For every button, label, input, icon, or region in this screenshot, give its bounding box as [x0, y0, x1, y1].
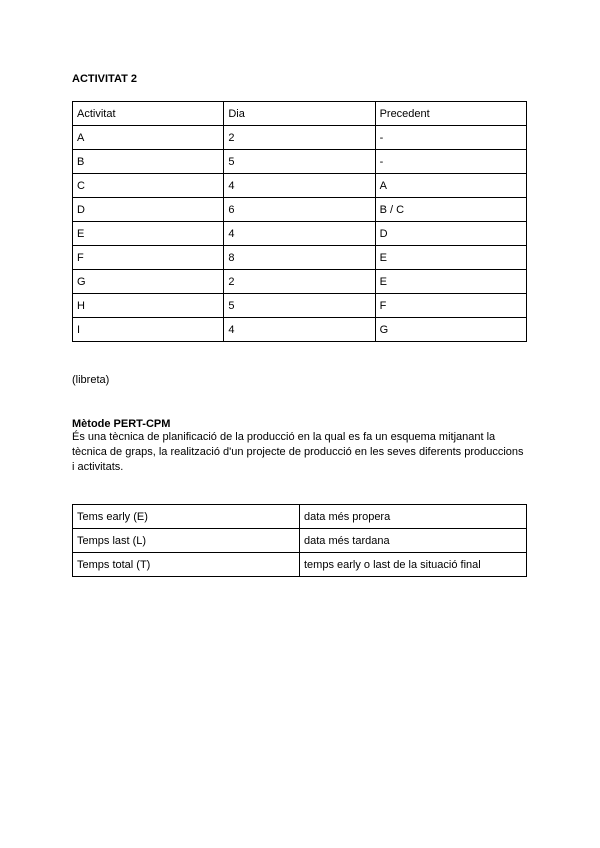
cell-activitat: A [73, 126, 224, 150]
cell-precedent: D [375, 222, 526, 246]
column-header-activitat: Activitat [73, 102, 224, 126]
note-text: (libreta) [72, 374, 110, 386]
table-row [73, 246, 527, 270]
cell-dia: 2 [224, 270, 375, 294]
cell-precedent: - [375, 150, 526, 174]
cell-dia: 6 [224, 198, 375, 222]
table-row [73, 529, 527, 553]
cell-precedent: E [375, 246, 526, 270]
cell-precedent: B / C [375, 198, 526, 222]
cell-activitat: E [73, 222, 224, 246]
table-row [73, 318, 527, 342]
table-row [73, 198, 527, 222]
cell-dia: 4 [224, 174, 375, 198]
activities-table [72, 101, 527, 342]
cell-term: Temps total (T) [73, 553, 300, 577]
cell-activitat: I [73, 318, 224, 342]
cell-dia: 4 [224, 222, 375, 246]
pert-heading: Mètode PERT-CPM [72, 418, 171, 430]
cell-dia: 5 [224, 150, 375, 174]
cell-dia: 5 [224, 294, 375, 318]
table-row [73, 294, 527, 318]
cell-precedent: E [375, 270, 526, 294]
cell-activitat: G [73, 270, 224, 294]
cell-definition: data més propera [300, 505, 527, 529]
table-row [73, 270, 527, 294]
table-row [73, 150, 527, 174]
table-row [73, 126, 527, 150]
cell-term: Tems early (E) [73, 505, 300, 529]
cell-activitat: F [73, 246, 224, 270]
table-row [73, 222, 527, 246]
cell-term: Temps last (L) [73, 529, 300, 553]
column-header-precedent: Precedent [375, 102, 526, 126]
activity-heading: ACTIVITAT 2 [72, 73, 137, 85]
times-table [72, 504, 527, 577]
cell-dia: 8 [224, 246, 375, 270]
cell-activitat: H [73, 294, 224, 318]
cell-precedent: A [375, 174, 526, 198]
table-row [73, 505, 527, 529]
cell-activitat: B [73, 150, 224, 174]
cell-definition: temps early o last de la situació final [300, 553, 527, 577]
table-header-row [73, 102, 527, 126]
cell-dia: 4 [224, 318, 375, 342]
table-row [73, 553, 527, 577]
cell-dia: 2 [224, 126, 375, 150]
pert-paragraph: És una tècnica de planificació de la producció en la qual es fa un esquema mitjanant la tècnica de graps, la realització d'un projecte de producció en les seves diferents produccions i activitats. [72, 431, 524, 473]
table-row [73, 174, 527, 198]
cell-activitat: D [73, 198, 224, 222]
cell-precedent: - [375, 126, 526, 150]
column-header-dia: Dia [224, 102, 375, 126]
cell-definition: data més tardana [300, 529, 527, 553]
cell-precedent: F [375, 294, 526, 318]
cell-precedent: G [375, 318, 526, 342]
cell-activitat: C [73, 174, 224, 198]
